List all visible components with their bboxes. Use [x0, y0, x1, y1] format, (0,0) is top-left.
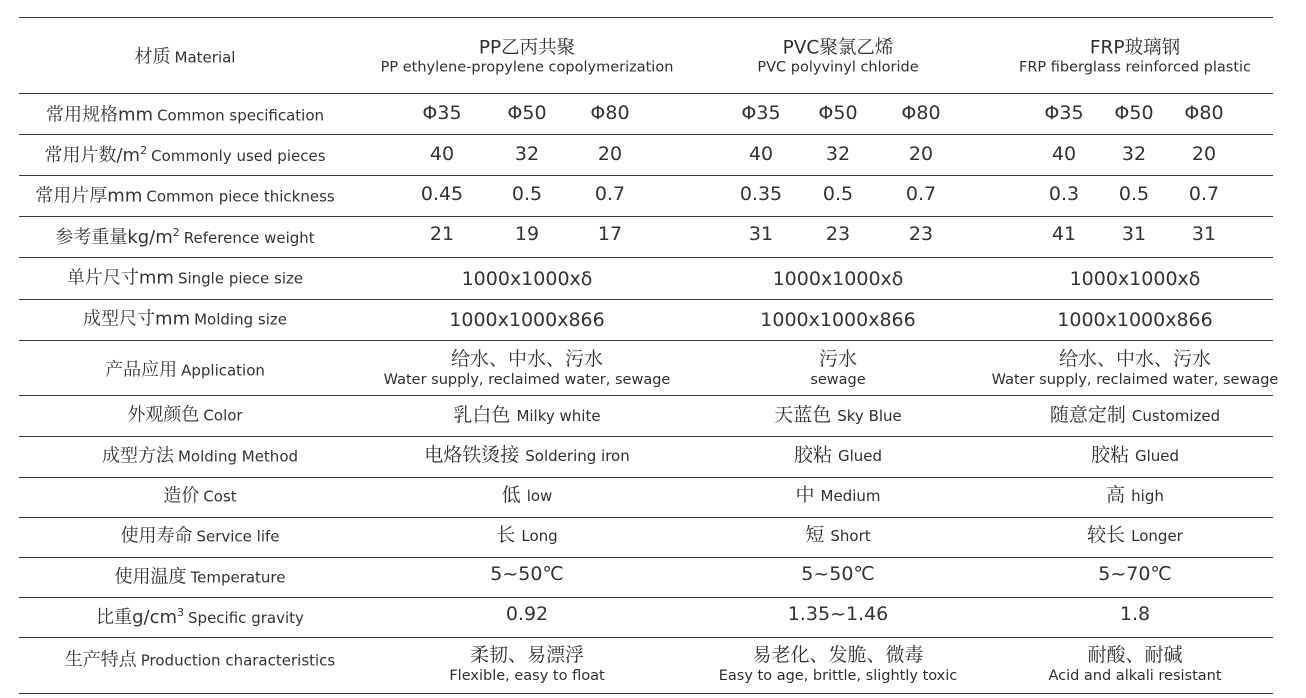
table-cell: 23	[908, 223, 934, 246]
table-cell: 40	[748, 143, 774, 166]
table-cell	[384, 349, 671, 389]
table-cell: 1000x1000x866	[449, 309, 605, 332]
table-cell: 0.92	[505, 603, 549, 626]
label-zh: 常用规格mm	[45, 104, 154, 126]
table-cell: 41	[1051, 223, 1077, 246]
cell-zh: 柔韧、易漂浮	[469, 644, 584, 667]
material-header-frp	[1019, 38, 1251, 77]
table-cell: 5~50℃	[801, 563, 875, 586]
row-label-thickness	[35, 187, 334, 208]
cell-zh: 天蓝色	[774, 404, 832, 427]
label-zh: 常用片厚mm	[35, 185, 143, 207]
cell-en: Short	[830, 527, 871, 546]
row-label-weight	[55, 227, 314, 249]
cell-en: Sky Blue	[837, 407, 902, 426]
table-cell	[1048, 645, 1221, 685]
label-en: Specific gravity	[188, 609, 304, 628]
label-en: Commonly used pieces	[151, 147, 326, 166]
label-zh: 参考重量kg/m	[55, 227, 173, 249]
cell-en: Milky white	[516, 407, 601, 426]
table-rule	[19, 175, 1273, 176]
table-rule	[19, 257, 1273, 258]
cell-en: Medium	[820, 487, 881, 506]
table-cell	[502, 485, 553, 507]
table-cell: 0.45	[420, 183, 464, 206]
material-name-zh: PP乙丙共聚	[478, 37, 576, 59]
table-cell	[805, 525, 870, 547]
table-cell: 0.5	[822, 183, 854, 206]
cell-zh: 长	[496, 524, 516, 547]
cell-zh: 给水、中水、污水	[1058, 348, 1212, 371]
table-rule	[19, 17, 1273, 18]
table-cell: 1.8	[1119, 603, 1151, 626]
table-cell: 0.7	[594, 183, 626, 206]
cell-en: Water supply, reclaimed water, sewage	[383, 372, 671, 389]
table-cell: 0.35	[739, 183, 783, 206]
table-cell: Φ35	[741, 102, 781, 125]
table-cell: Φ50	[818, 102, 858, 125]
table-cell: 0.7	[1188, 183, 1220, 206]
cell-en: Acid and alkali resistant	[1048, 668, 1222, 685]
label-en: Color	[203, 406, 243, 425]
cell-zh: 胶粘	[793, 444, 832, 467]
label-en: Application	[181, 361, 265, 380]
row-label-features	[65, 651, 336, 672]
table-cell: 32	[514, 143, 540, 166]
table-rule	[19, 597, 1273, 598]
material-name-zh: FRP玻璃钢	[1089, 37, 1181, 59]
cell-zh: 较长	[1087, 524, 1126, 547]
cell-en: Easy to age, brittle, slightly toxic	[718, 668, 958, 685]
label-zh: 产品应用	[105, 359, 178, 381]
table-cell: 5~50℃	[490, 563, 564, 586]
table-cell: 20	[597, 143, 623, 166]
cell-en: Customized	[1131, 407, 1221, 426]
cell-en: Flexible, easy to float	[449, 668, 605, 685]
label-zh: 造价	[163, 485, 200, 507]
label-en: Temperature	[190, 568, 286, 587]
cell-zh: 耐酸、耐碱	[1087, 644, 1183, 667]
cell-en: Long	[521, 527, 558, 546]
table-cell: 5~70℃	[1098, 563, 1172, 586]
cell-zh: 短	[805, 524, 825, 547]
table-rule	[19, 557, 1273, 558]
cell-zh: 高	[1106, 484, 1126, 507]
table-cell: 21	[429, 223, 455, 246]
table-rule	[19, 340, 1273, 341]
table-rule	[19, 134, 1273, 135]
row-label-piece-size	[67, 269, 303, 290]
table-cell: 0.5	[511, 183, 543, 206]
label-zh: 成型方法	[101, 445, 174, 467]
table-cell	[424, 445, 629, 467]
cell-en: Longer	[1131, 527, 1183, 546]
label-zh: 常用片数/m	[44, 145, 141, 167]
table-cell: 1000x1000x866	[760, 309, 916, 332]
label-zh: 材质	[134, 46, 171, 68]
table-cell: 23	[825, 223, 851, 246]
row-label-application	[105, 361, 265, 382]
label-sup: 3	[177, 606, 185, 620]
material-name-en: FRP fiberglass reinforced plastic	[1018, 59, 1252, 76]
table-cell: 1000x1000xδ	[772, 268, 904, 291]
label-en: Molding size	[194, 310, 287, 329]
label-zh: 使用温度	[114, 566, 187, 588]
cell-zh: 中	[795, 484, 815, 507]
row-label-method	[102, 447, 298, 468]
table-cell	[1091, 445, 1179, 467]
cell-zh: 易老化、发脆、微毒	[752, 644, 924, 667]
table-cell: 20	[908, 143, 934, 166]
label-zh: 比重g/cm	[96, 607, 178, 629]
table-cell	[810, 349, 865, 389]
row-label-cost	[163, 487, 236, 508]
table-cell: 40	[429, 143, 455, 166]
row-label-color	[127, 406, 242, 427]
row-label-spec	[46, 106, 324, 127]
cell-en: Water supply, reclaimed water, sewage	[991, 372, 1279, 389]
row-label-molding-size	[83, 310, 287, 331]
cell-zh: 电烙铁烫接	[424, 444, 520, 467]
label-zh: 生产特点	[64, 649, 137, 671]
table-cell: 0.7	[905, 183, 937, 206]
table-cell	[1106, 485, 1164, 507]
table-rule	[19, 299, 1273, 300]
cell-zh: 随意定制	[1049, 404, 1126, 427]
label-en: Single piece size	[177, 269, 304, 288]
table-cell	[1050, 405, 1220, 427]
label-en: Molding Method	[177, 447, 299, 466]
table-rule	[19, 477, 1273, 478]
table-rule	[19, 93, 1273, 94]
material-header-pvc	[757, 38, 918, 77]
table-cell	[774, 405, 902, 427]
table-cell: 1000x1000x866	[1057, 309, 1213, 332]
cell-zh: 污水	[818, 348, 858, 371]
label-zh: 单片尺寸mm	[66, 267, 174, 289]
table-cell: 0.3	[1048, 183, 1080, 206]
table-cell: Φ50	[507, 102, 547, 125]
table-cell: 32	[825, 143, 851, 166]
table-cell: 31	[1191, 223, 1217, 246]
cell-en: Glued	[1134, 447, 1180, 466]
table-cell: 17	[597, 223, 623, 246]
table-cell	[1087, 525, 1183, 547]
table-cell: Φ80	[590, 102, 630, 125]
material-name-en: PP ethylene-propylene copolymerization	[380, 59, 674, 76]
label-en: Service life	[196, 527, 280, 546]
table-rule	[19, 216, 1273, 217]
row-label-gravity	[96, 607, 304, 629]
table-cell: 1000x1000xδ	[1069, 268, 1201, 291]
table-cell: 1000x1000xδ	[461, 268, 593, 291]
table-cell	[449, 645, 604, 685]
label-sup: 2	[140, 144, 148, 158]
table-rule	[19, 395, 1273, 396]
table-cell: Φ80	[901, 102, 941, 125]
table-cell: Φ80	[1184, 102, 1224, 125]
cell-en: low	[526, 487, 553, 506]
table-rule	[19, 436, 1273, 437]
label-sup: 2	[172, 226, 180, 240]
cell-en: Glued	[837, 447, 883, 466]
label-zh: 外观颜色	[127, 404, 200, 426]
table-cell: Φ35	[422, 102, 462, 125]
table-cell: Φ35	[1044, 102, 1084, 125]
table-cell: 32	[1121, 143, 1147, 166]
table-cell: 20	[1191, 143, 1217, 166]
table-cell	[992, 349, 1279, 389]
table-cell: 19	[514, 223, 540, 246]
cell-en: high	[1131, 487, 1164, 506]
material-label	[135, 48, 236, 69]
cell-en: Soldering iron	[525, 447, 630, 466]
row-label-life	[120, 527, 279, 548]
table-rule	[19, 517, 1273, 518]
row-label-pieces	[44, 145, 325, 167]
table-cell: 40	[1051, 143, 1077, 166]
table-rule	[19, 637, 1273, 638]
table-cell: Φ50	[1114, 102, 1154, 125]
table-cell	[794, 445, 882, 467]
table-cell: 31	[1121, 223, 1147, 246]
label-en: Common specification	[157, 106, 325, 125]
label-zh: 成型尺寸mm	[83, 308, 191, 330]
label-zh: 使用寿命	[120, 525, 193, 547]
label-en: Reference weight	[183, 229, 315, 248]
cell-zh: 乳白色	[453, 404, 511, 427]
label-en: Common piece thickness	[146, 187, 335, 206]
cell-zh: 胶粘	[1090, 444, 1129, 467]
material-name-zh: PVC聚氯乙烯	[782, 37, 894, 59]
table-cell	[796, 485, 881, 507]
material-header-pp	[381, 38, 674, 77]
label-en: Material	[174, 48, 236, 67]
cell-zh: 低	[501, 484, 521, 507]
cell-en: sewage	[810, 372, 866, 389]
table-rule	[19, 693, 1273, 694]
table-cell: 31	[748, 223, 774, 246]
table-cell	[496, 525, 557, 547]
label-en: Cost	[203, 487, 237, 506]
table-cell: 0.5	[1118, 183, 1150, 206]
row-label-temperature	[114, 568, 285, 589]
cell-zh: 给水、中水、污水	[450, 348, 604, 371]
table-cell: 1.35~1.46	[787, 603, 889, 626]
material-name-en: PVC polyvinyl chloride	[757, 59, 919, 76]
table-cell	[719, 645, 958, 685]
table-cell	[453, 405, 600, 427]
label-en: Production characteristics	[140, 651, 336, 670]
